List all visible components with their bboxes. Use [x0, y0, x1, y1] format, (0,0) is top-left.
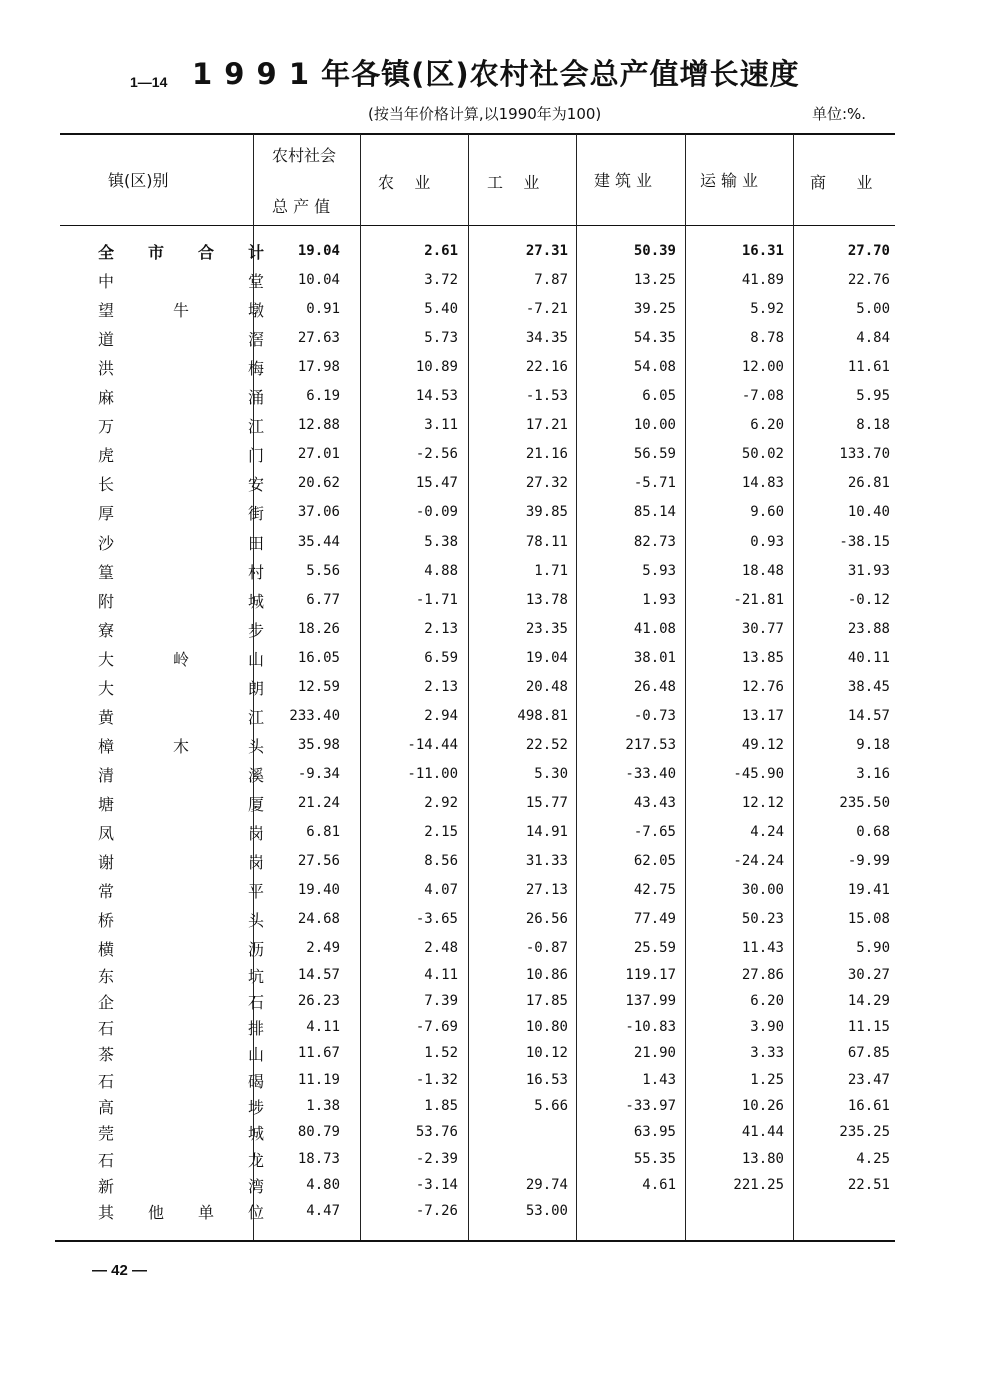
table-bottom-rule [55, 1240, 895, 1242]
town-name: 沙 田 [98, 533, 264, 553]
town-name: 茶 山 [98, 1045, 264, 1065]
cell-commerce: 3.16 [856, 765, 890, 782]
cell-commerce: 4.84 [856, 330, 890, 347]
cell-industry: 31.33 [525, 853, 568, 870]
table-row [60, 1039, 895, 1068]
cell-commerce: 23.88 [847, 620, 890, 637]
cell-industry: 22.16 [525, 359, 568, 376]
table-row [60, 1118, 895, 1147]
unit-label: 单位:%. [812, 105, 867, 123]
cell-construction: 5.93 [642, 562, 676, 579]
table-top-rule [60, 133, 895, 135]
town-name: 樟 木 头 [98, 736, 264, 756]
cell-commerce: 11.15 [847, 1019, 890, 1036]
town-name: 东 坑 [98, 966, 264, 986]
cell-construction: 217.53 [625, 736, 676, 753]
cell-agriculture: 10.89 [415, 359, 458, 376]
cell-commerce: 5.00 [856, 301, 890, 318]
cell-transport: 6.20 [750, 992, 784, 1009]
cell-total-output: 35.98 [297, 736, 340, 753]
cell-agriculture: -7.69 [415, 1019, 458, 1036]
cell-industry [470, 1145, 568, 1174]
header-industry: 工 业 [487, 173, 540, 192]
cell-industry: 5.66 [534, 1098, 568, 1114]
table-row [60, 382, 895, 411]
table-row [60, 353, 895, 382]
cell-total-output: 27.56 [297, 853, 340, 870]
table-number: 1—14 [130, 74, 168, 90]
cell-total-output: 10.04 [297, 272, 340, 289]
cell-transport: 10.26 [741, 1098, 784, 1114]
town-name: 黄 江 [98, 707, 264, 727]
cell-total-output: 17.98 [297, 359, 340, 376]
subtitle: (按当年价格计算,以1990年为100) [368, 105, 602, 123]
cell-transport: 12.12 [741, 794, 784, 811]
cell-total-output: 18.73 [297, 1150, 340, 1167]
table-row [60, 440, 895, 469]
cell-construction: -0.73 [633, 707, 676, 724]
cell-industry: 17.85 [525, 992, 568, 1009]
cell-industry: 1.71 [534, 562, 568, 579]
table-row [60, 295, 895, 324]
table-row [60, 324, 895, 353]
town-name: 企 石 [98, 992, 264, 1012]
header-transport: 运输业 [700, 171, 764, 190]
cell-construction: -33.97 [625, 1098, 676, 1114]
page-title: 1 9 9 1 年各镇(区)农村社会总产值增长速度 [192, 57, 800, 91]
table-row [60, 961, 895, 990]
cell-agriculture: 2.13 [424, 678, 458, 695]
table-row [60, 760, 895, 789]
cell-agriculture: -2.56 [415, 446, 458, 463]
cell-transport: -45.90 [733, 765, 784, 782]
cell-construction: -7.65 [633, 824, 676, 840]
cell-construction: 55.35 [633, 1150, 676, 1167]
table-row [60, 1066, 895, 1095]
cell-agriculture: 14.53 [415, 388, 458, 405]
table-row [60, 237, 895, 266]
cell-transport: 9.60 [750, 504, 784, 521]
town-name: 塘 厦 [98, 794, 264, 814]
cell-total-output: 11.19 [297, 1071, 340, 1088]
cell-transport: 14.83 [741, 475, 784, 492]
cell-transport: 18.48 [741, 562, 784, 579]
cell-transport: 13.17 [741, 707, 784, 724]
table-row [60, 411, 895, 440]
cell-construction: 82.73 [633, 533, 676, 550]
cell-construction: 137.99 [625, 992, 676, 1009]
cell-industry: 23.35 [525, 620, 568, 637]
cell-industry [470, 1118, 568, 1147]
cell-industry: 27.13 [525, 882, 568, 899]
table-row [60, 673, 895, 702]
cell-industry: 34.35 [525, 330, 568, 347]
cell-transport: 5.92 [750, 301, 784, 318]
cell-transport: 4.24 [750, 824, 784, 840]
cell-industry: 26.56 [525, 911, 568, 928]
cell-total-output: 4.47 [306, 1203, 340, 1220]
table-row [60, 266, 895, 295]
cell-total-output: 20.62 [297, 475, 340, 492]
cell-transport: 8.78 [750, 330, 784, 347]
cell-agriculture: -11.00 [407, 765, 458, 782]
table-row [60, 469, 895, 498]
town-name: 大 朗 [98, 678, 264, 698]
cell-industry: 10.86 [525, 966, 568, 983]
cell-commerce: 16.61 [847, 1098, 890, 1114]
cell-total-output: 6.81 [306, 824, 340, 840]
town-name: 洪 梅 [98, 359, 264, 379]
cell-transport: 13.85 [741, 649, 784, 666]
town-name: 全 市 合 计 [98, 243, 264, 262]
cell-total-output: 5.56 [306, 562, 340, 579]
header-town: 镇(区)别 [108, 171, 169, 190]
cell-commerce: 10.40 [847, 504, 890, 521]
cell-construction: 56.59 [633, 446, 676, 463]
header-commerce: 商 业 [810, 173, 873, 192]
cell-transport: 221.25 [733, 1176, 784, 1193]
cell-industry: 20.48 [525, 678, 568, 695]
cell-total-output: 37.06 [297, 504, 340, 521]
cell-construction: 26.48 [633, 678, 676, 695]
cell-total-output: 21.24 [297, 794, 340, 811]
cell-agriculture: 2.94 [424, 707, 458, 724]
cell-industry: 15.77 [525, 794, 568, 811]
cell-commerce: 11.61 [847, 359, 890, 376]
table-row [60, 1145, 895, 1174]
cell-total-output: 4.80 [306, 1176, 340, 1193]
cell-commerce: 40.11 [847, 649, 890, 666]
town-name: 横 沥 [98, 940, 264, 960]
cell-total-output: 4.11 [306, 1019, 340, 1036]
cell-commerce: 15.08 [847, 911, 890, 928]
table-header-rule [60, 225, 895, 226]
cell-agriculture: 4.11 [424, 966, 458, 983]
cell-agriculture: -0.09 [415, 504, 458, 521]
table-row [60, 818, 895, 847]
cell-construction [580, 1197, 676, 1226]
cell-agriculture: 2.61 [424, 243, 458, 259]
cell-transport: 11.43 [741, 940, 784, 957]
cell-commerce: 67.85 [847, 1045, 890, 1062]
cell-construction: 42.75 [633, 882, 676, 899]
cell-construction: 6.05 [642, 388, 676, 405]
cell-commerce: 0.68 [856, 824, 890, 840]
cell-transport: 27.86 [741, 966, 784, 983]
cell-transport: 12.76 [741, 678, 784, 695]
cell-commerce: 31.93 [847, 562, 890, 579]
cell-industry: 14.91 [525, 824, 568, 840]
town-name: 其 他 单 位 [98, 1203, 264, 1223]
cell-commerce: 38.45 [847, 678, 890, 695]
table-row [60, 586, 895, 615]
table-row [60, 789, 895, 818]
cell-agriculture: -7.26 [415, 1203, 458, 1220]
cell-total-output: 80.79 [297, 1124, 340, 1141]
cell-commerce: 14.29 [847, 992, 890, 1009]
cell-construction: 39.25 [633, 301, 676, 318]
cell-total-output: 11.67 [297, 1045, 340, 1062]
cell-agriculture: 3.11 [424, 417, 458, 434]
table-row [60, 557, 895, 586]
cell-commerce: 30.27 [847, 966, 890, 983]
town-name: 常 平 [98, 882, 264, 902]
cell-commerce: 235.50 [839, 794, 890, 811]
cell-construction: 50.39 [633, 243, 676, 259]
cell-total-output: 6.19 [306, 388, 340, 405]
cell-total-output: 18.26 [297, 620, 340, 637]
cell-construction: -33.40 [625, 765, 676, 782]
cell-agriculture: 6.59 [424, 649, 458, 666]
town-name: 长 安 [98, 475, 264, 495]
cell-commerce: -38.15 [839, 533, 890, 550]
cell-construction: -10.83 [625, 1019, 676, 1036]
cell-agriculture: 1.85 [424, 1098, 458, 1114]
table-row [60, 876, 895, 905]
cell-agriculture: 15.47 [415, 475, 458, 492]
cell-agriculture: -14.44 [407, 736, 458, 753]
cell-transport: 1.25 [750, 1071, 784, 1088]
cell-agriculture: -1.32 [415, 1071, 458, 1088]
cell-total-output: 16.05 [297, 649, 340, 666]
cell-industry: 27.31 [525, 243, 568, 259]
cell-industry: 16.53 [525, 1071, 568, 1088]
cell-agriculture: -3.65 [415, 911, 458, 928]
town-name: 清 溪 [98, 765, 264, 785]
cell-total-output: -9.34 [297, 765, 340, 782]
cell-agriculture: 8.56 [424, 853, 458, 870]
cell-commerce: 22.76 [847, 272, 890, 289]
table-row [60, 905, 895, 934]
cell-transport: 3.90 [750, 1019, 784, 1036]
table-row [60, 615, 895, 644]
cell-total-output: 35.44 [297, 533, 340, 550]
cell-total-output: 26.23 [297, 992, 340, 1009]
cell-transport: -21.81 [733, 591, 784, 608]
cell-agriculture: 1.52 [424, 1045, 458, 1062]
cell-agriculture: -1.71 [415, 591, 458, 608]
cell-agriculture: 3.72 [424, 272, 458, 289]
cell-total-output: 24.68 [297, 911, 340, 928]
table-row [60, 934, 895, 963]
cell-transport: 0.93 [750, 533, 784, 550]
town-name: 石 排 [98, 1019, 264, 1039]
title-row [130, 52, 910, 96]
table-row [60, 987, 895, 1016]
header-total-line2: 总 产 值 [272, 197, 331, 216]
cell-commerce: 14.57 [847, 707, 890, 724]
cell-construction: 54.08 [633, 359, 676, 376]
cell-construction: 1.43 [642, 1071, 676, 1088]
cell-transport: -7.08 [741, 388, 784, 405]
town-name: 望 牛 墩 [98, 301, 264, 321]
cell-commerce: -0.12 [847, 591, 890, 608]
cell-agriculture: 2.48 [424, 940, 458, 957]
cell-agriculture: 5.38 [424, 533, 458, 550]
cell-industry: 19.04 [525, 649, 568, 666]
cell-transport: 13.80 [741, 1150, 784, 1167]
cell-agriculture: 5.73 [424, 330, 458, 347]
cell-industry: 498.81 [517, 707, 568, 724]
header-total-line1: 农村社会 [272, 146, 337, 165]
cell-construction: 21.90 [633, 1045, 676, 1062]
cell-construction: 38.01 [633, 649, 676, 666]
page-number: — 42 — [92, 1262, 148, 1279]
table-row [60, 498, 895, 527]
table-row [60, 528, 895, 557]
cell-agriculture: 2.15 [424, 824, 458, 840]
cell-commerce: 9.18 [856, 736, 890, 753]
cell-commerce: 27.70 [847, 243, 890, 259]
cell-commerce: 8.18 [856, 417, 890, 434]
town-name: 谢 岗 [98, 853, 264, 873]
cell-transport: 30.77 [741, 620, 784, 637]
cell-industry: -1.53 [525, 388, 568, 405]
table-row [60, 1197, 895, 1226]
cell-construction: 62.05 [633, 853, 676, 870]
cell-total-output: 12.88 [297, 417, 340, 434]
cell-transport: 49.12 [741, 736, 784, 753]
cell-industry: -0.87 [525, 940, 568, 957]
town-name: 道 滘 [98, 330, 264, 350]
town-name: 高 埗 [98, 1098, 264, 1117]
cell-total-output: 19.04 [297, 243, 340, 259]
cell-transport: 41.89 [741, 272, 784, 289]
cell-agriculture: 2.13 [424, 620, 458, 637]
cell-industry: 22.52 [525, 736, 568, 753]
cell-construction: 41.08 [633, 620, 676, 637]
cell-construction: 10.00 [633, 417, 676, 434]
cell-commerce: 19.41 [847, 882, 890, 899]
cell-commerce [800, 1197, 890, 1226]
cell-transport: 50.23 [741, 911, 784, 928]
cell-industry: 10.80 [525, 1019, 568, 1036]
cell-construction: 43.43 [633, 794, 676, 811]
cell-industry: 7.87 [534, 272, 568, 289]
cell-agriculture: 7.39 [424, 992, 458, 1009]
table-row [60, 1171, 895, 1200]
table-row [60, 847, 895, 876]
cell-total-output: 27.63 [297, 330, 340, 347]
cell-commerce: 235.25 [839, 1124, 890, 1141]
town-name: 桥 头 [98, 911, 264, 931]
cell-construction: -5.71 [633, 475, 676, 492]
cell-transport: 16.31 [741, 243, 784, 259]
cell-commerce: 133.70 [839, 446, 890, 463]
town-name: 新 湾 [98, 1176, 264, 1196]
cell-construction: 54.35 [633, 330, 676, 347]
cell-construction: 4.61 [642, 1176, 676, 1193]
cell-agriculture: 53.76 [415, 1124, 458, 1141]
cell-industry: 10.12 [525, 1045, 568, 1062]
cell-commerce: 23.47 [847, 1071, 890, 1088]
cell-transport: 30.00 [741, 882, 784, 899]
cell-transport: 6.20 [750, 417, 784, 434]
table-row [60, 702, 895, 731]
cell-industry: 39.85 [525, 504, 568, 521]
town-name: 中 堂 [98, 272, 264, 292]
cell-industry: 17.21 [525, 417, 568, 434]
town-name: 寮 步 [98, 620, 264, 640]
cell-industry: -7.21 [525, 301, 568, 318]
town-name: 篁 村 [98, 562, 264, 582]
cell-industry: 13.78 [525, 591, 568, 608]
cell-transport: 12.00 [741, 359, 784, 376]
cell-construction: 25.59 [633, 940, 676, 957]
cell-construction: 119.17 [625, 966, 676, 983]
town-name: 大 岭 山 [98, 649, 264, 669]
cell-commerce: -9.99 [847, 853, 890, 870]
cell-total-output: 2.49 [306, 940, 340, 957]
table-row [60, 1013, 895, 1042]
header-construction: 建筑业 [594, 171, 658, 190]
cell-transport: 50.02 [741, 446, 784, 463]
cell-construction: 85.14 [633, 504, 676, 521]
town-name: 石 碣 [98, 1071, 264, 1091]
cell-total-output: 19.40 [297, 882, 340, 899]
cell-total-output: 14.57 [297, 966, 340, 983]
cell-agriculture: -3.14 [415, 1176, 458, 1193]
cell-agriculture: 4.88 [424, 562, 458, 579]
town-name: 石 龙 [98, 1150, 264, 1170]
cell-agriculture: -2.39 [415, 1150, 458, 1167]
cell-commerce: 22.51 [847, 1176, 890, 1193]
table-row [60, 1092, 895, 1121]
cell-commerce: 4.25 [856, 1150, 890, 1167]
cell-industry: 5.30 [534, 765, 568, 782]
cell-agriculture: 4.07 [424, 882, 458, 899]
town-name: 虎 门 [98, 446, 264, 466]
town-name: 凤 岗 [98, 824, 264, 843]
cell-industry: 78.11 [525, 533, 568, 550]
cell-industry: 27.32 [525, 475, 568, 492]
town-name: 附 城 [98, 591, 264, 611]
cell-total-output: 6.77 [306, 591, 340, 608]
table-row [60, 644, 895, 673]
cell-transport: 3.33 [750, 1045, 784, 1062]
cell-construction: 13.25 [633, 272, 676, 289]
cell-total-output: 0.91 [306, 301, 340, 318]
town-name: 厚 街 [98, 504, 264, 524]
cell-agriculture: 2.92 [424, 794, 458, 811]
cell-construction: 77.49 [633, 911, 676, 928]
cell-agriculture: 5.40 [424, 301, 458, 318]
town-name: 万 江 [98, 417, 264, 437]
cell-commerce: 5.95 [856, 388, 890, 405]
cell-commerce: 5.90 [856, 940, 890, 957]
cell-industry: 29.74 [525, 1176, 568, 1193]
cell-transport: 41.44 [741, 1124, 784, 1141]
cell-industry: 21.16 [525, 446, 568, 463]
table-row [60, 731, 895, 760]
cell-total-output: 1.38 [306, 1098, 340, 1114]
cell-transport: -24.24 [733, 853, 784, 870]
cell-commerce: 26.81 [847, 475, 890, 492]
cell-construction: 1.93 [642, 591, 676, 608]
cell-total-output: 233.40 [289, 707, 340, 724]
cell-total-output: 27.01 [297, 446, 340, 463]
town-name: 莞 城 [98, 1124, 264, 1144]
cell-transport [690, 1197, 784, 1226]
town-name: 麻 涌 [98, 388, 264, 408]
cell-construction: 63.95 [633, 1124, 676, 1141]
cell-industry: 53.00 [525, 1203, 568, 1220]
header-agriculture: 农 业 [378, 173, 431, 192]
cell-total-output: 12.59 [297, 678, 340, 695]
